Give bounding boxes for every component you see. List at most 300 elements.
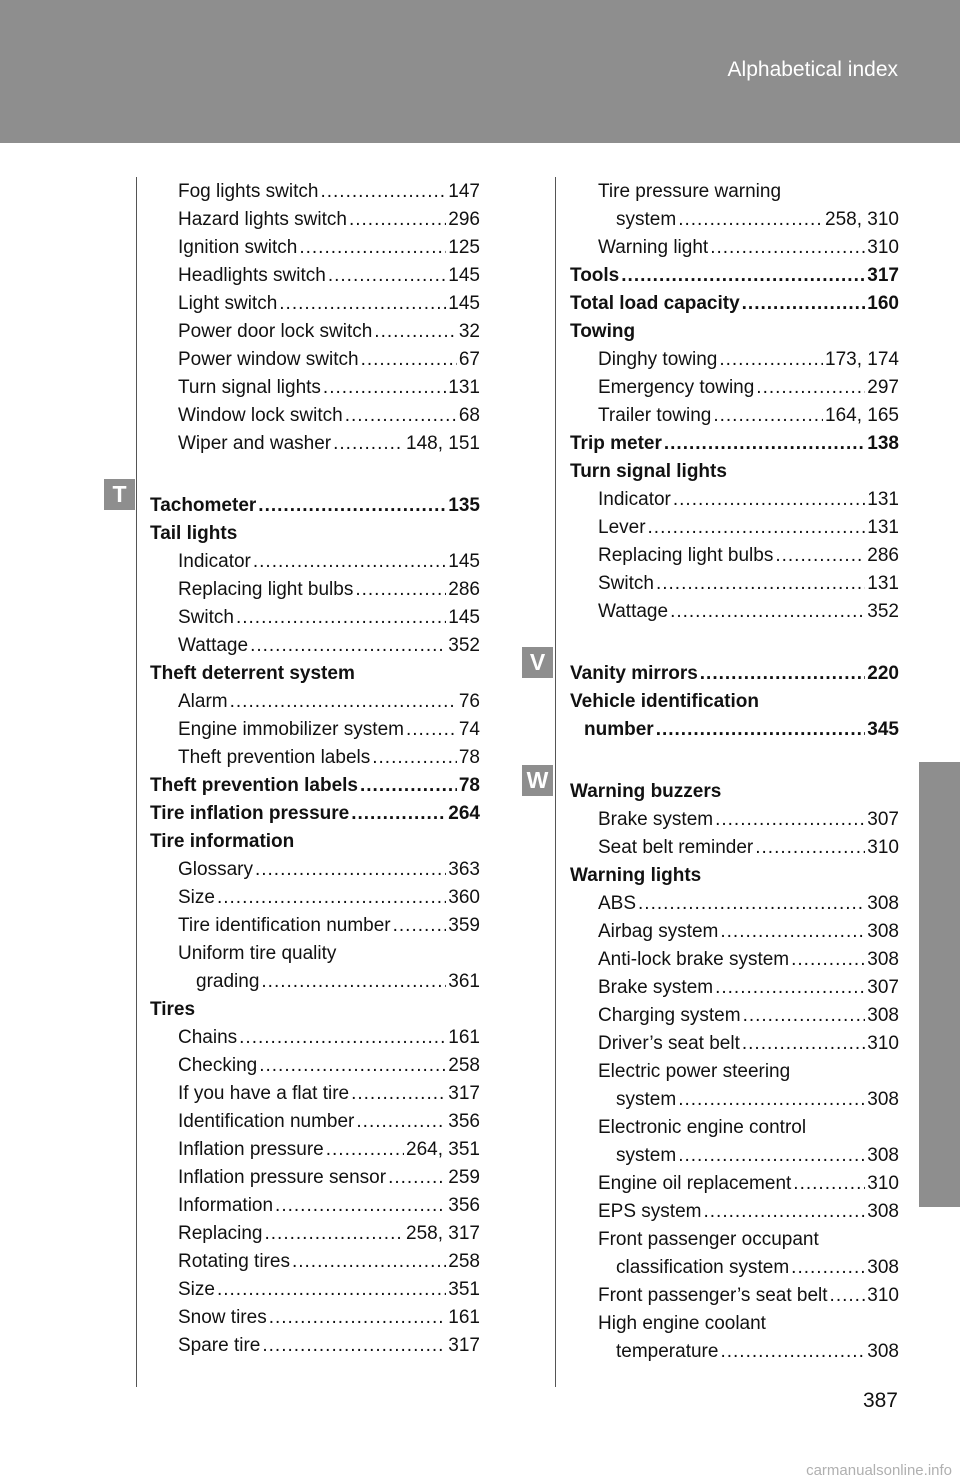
entry-term: Information [178, 1195, 274, 1216]
entry-term: Switch [178, 607, 234, 628]
dot-leader [351, 1080, 446, 1108]
entry-page: 131 [867, 573, 899, 594]
entry-term: Lever [598, 517, 646, 538]
section-gap [570, 626, 899, 660]
entry-page: 310 [867, 1285, 899, 1306]
index-entry [150, 374, 480, 402]
index-entry [570, 458, 899, 486]
index-entry [570, 346, 899, 374]
entry-term: Engine immobilizer system [178, 719, 404, 740]
index-entry [150, 1332, 480, 1360]
entry-term: Window lock switch [178, 405, 343, 426]
section-gap [150, 458, 480, 492]
entry-term: number [584, 719, 654, 740]
index-entry [150, 576, 480, 604]
entry-page: 74 [458, 719, 480, 740]
index-entry [570, 862, 899, 890]
dot-leader [261, 968, 446, 996]
dot-leader [345, 402, 457, 430]
dot-leader [720, 1338, 865, 1366]
entry-page: 307 [867, 809, 899, 830]
index-entry [570, 1254, 899, 1282]
entry-term: Theft prevention labels [178, 747, 371, 768]
entry-page: 78 [458, 775, 480, 796]
index-entry [570, 946, 899, 974]
entry-term: Alarm [178, 691, 228, 712]
entry-page: 356 [448, 1111, 480, 1132]
entry-term: Tire identification number [178, 915, 391, 936]
index-entry [570, 430, 899, 458]
index-entry [570, 778, 899, 806]
index-entry [570, 1226, 899, 1254]
dot-leader [236, 604, 446, 632]
entry-term: Towing [570, 321, 636, 342]
entry-page: 131 [867, 489, 899, 510]
index-entry [150, 1248, 480, 1276]
entry-term: Warning light [598, 237, 709, 258]
index-entry [570, 598, 899, 626]
dot-leader [715, 806, 865, 834]
dot-leader [719, 346, 823, 374]
entry-page: 78 [458, 747, 480, 768]
index-entry [150, 1304, 480, 1332]
index-entry [570, 660, 899, 688]
entry-page: 359 [448, 915, 480, 936]
dot-leader [374, 318, 457, 346]
index-entry [570, 262, 899, 290]
index-entry [150, 290, 480, 318]
dot-leader [830, 1282, 866, 1310]
index-entry [150, 318, 480, 346]
index-entry [150, 912, 480, 940]
dot-leader [670, 598, 865, 626]
dot-leader [638, 890, 865, 918]
dot-leader [793, 1170, 865, 1198]
dot-leader [648, 514, 866, 542]
index-entry [570, 234, 899, 262]
dot-leader [756, 374, 865, 402]
dot-leader [239, 1024, 446, 1052]
index-entry [570, 890, 899, 918]
dot-leader [742, 290, 866, 318]
index-entry [150, 1024, 480, 1052]
dot-leader [361, 346, 457, 374]
entry-term: Switch [598, 573, 654, 594]
index-entry [570, 1282, 899, 1310]
entry-term: Total load capacity [570, 293, 740, 314]
dot-leader [356, 1108, 446, 1136]
entry-term: Tire pressure warning [598, 181, 782, 202]
dot-leader [678, 206, 823, 234]
index-entry [570, 1030, 899, 1058]
entry-page: 145 [448, 265, 480, 286]
entry-page: 352 [448, 635, 480, 656]
entry-page: 363 [448, 859, 480, 880]
dot-leader [388, 1164, 446, 1192]
dot-leader [349, 206, 446, 234]
index-entry [150, 688, 480, 716]
entry-page: 161 [448, 1027, 480, 1048]
index-entry [150, 234, 480, 262]
entry-term: system [616, 209, 677, 230]
entry-page: 317 [867, 265, 899, 286]
dot-leader [755, 834, 865, 862]
entry-page: 76 [458, 691, 480, 712]
entry-page: 356 [448, 1195, 480, 1216]
entry-term: Trip meter [570, 433, 662, 454]
entry-page: 173, 174 [825, 349, 899, 370]
index-entry [570, 1310, 899, 1338]
entry-page: 131 [448, 377, 480, 398]
index-entry [150, 772, 480, 800]
dot-leader [258, 492, 446, 520]
index-entry [570, 206, 899, 234]
index-entry [570, 178, 899, 206]
dot-leader [621, 262, 865, 290]
index-entry [150, 1220, 480, 1248]
entry-term: Snow tires [178, 1307, 267, 1328]
entry-page: 125 [448, 237, 480, 258]
entry-term: Electric power steering [598, 1061, 791, 1082]
dot-leader [673, 486, 865, 514]
dot-leader [791, 1254, 865, 1282]
index-entry [150, 262, 480, 290]
entry-page: 286 [867, 545, 899, 566]
entry-page: 259 [448, 1167, 480, 1188]
entry-term: Engine oil replacement [598, 1173, 792, 1194]
dot-leader [253, 548, 446, 576]
entry-page: 310 [867, 1033, 899, 1054]
dot-leader [299, 234, 446, 262]
index-entry [570, 1198, 899, 1226]
dot-leader [664, 430, 865, 458]
index-entry [150, 346, 480, 374]
entry-page: 351 [448, 1279, 480, 1300]
dot-leader [700, 660, 866, 688]
entry-term: Tire information [150, 831, 295, 852]
entry-page: 131 [867, 517, 899, 538]
entry-page: 308 [867, 949, 899, 970]
dot-leader [678, 1142, 865, 1170]
column-divider-left [136, 177, 137, 1387]
dot-leader [742, 1030, 865, 1058]
entry-term: Light switch [178, 293, 278, 314]
entry-page: 145 [448, 607, 480, 628]
entry-term: Wattage [178, 635, 249, 656]
entry-term: Turn signal lights [178, 377, 321, 398]
index-entry [150, 660, 480, 688]
entry-term: Trailer towing [598, 405, 712, 426]
entry-term: Rotating tires [178, 1251, 290, 1272]
entry-term: Anti-lock brake system [598, 949, 790, 970]
entry-page: 286 [448, 579, 480, 600]
dot-leader [259, 1052, 446, 1080]
entry-term: system [616, 1089, 677, 1110]
index-entry [150, 856, 480, 884]
entry-term: Theft deterrent system [150, 663, 355, 684]
entry-page: 258 [448, 1251, 480, 1272]
entry-page: 296 [448, 209, 480, 230]
entry-page: 308 [867, 1341, 899, 1362]
entry-term: Size [178, 887, 215, 908]
dot-leader [265, 1220, 405, 1248]
entry-term: Seat belt reminder [598, 837, 754, 858]
entry-term: High engine coolant [598, 1313, 766, 1334]
entry-term: Uniform tire quality [178, 943, 337, 964]
entry-page: 310 [867, 837, 899, 858]
index-entry [570, 716, 899, 744]
entry-page: 317 [448, 1083, 480, 1104]
index-entry [150, 604, 480, 632]
entry-term: Tools [570, 265, 620, 286]
entry-term: If you have a flat tire [178, 1083, 350, 1104]
entry-page: 67 [458, 349, 480, 370]
entry-term: Tires [150, 999, 196, 1020]
entry-page: 310 [867, 1173, 899, 1194]
dot-leader [656, 570, 865, 598]
index-entry [150, 430, 480, 458]
entry-term: Indicator [178, 551, 251, 572]
index-entry [570, 514, 899, 542]
entry-page: 352 [867, 601, 899, 622]
entry-term: temperature [616, 1341, 719, 1362]
index-entry [150, 968, 480, 996]
index-entry [150, 1164, 480, 1192]
index-entry [570, 374, 899, 402]
entry-page: 160 [867, 293, 899, 314]
dot-leader [292, 1248, 446, 1276]
index-column-right [570, 178, 899, 1366]
dot-leader [323, 374, 446, 402]
entry-term: Tachometer [150, 495, 257, 516]
column-divider-right [555, 177, 556, 1387]
entry-page: 317 [448, 1335, 480, 1356]
dot-leader [372, 744, 457, 772]
dot-leader [360, 772, 457, 800]
entry-term: grading [196, 971, 260, 992]
index-entry [570, 486, 899, 514]
index-entry [570, 402, 899, 430]
dot-leader [262, 1332, 446, 1360]
entry-term: ABS [598, 893, 637, 914]
section-letter-w: W [522, 765, 553, 796]
dot-leader [720, 918, 865, 946]
entry-page: 308 [867, 1145, 899, 1166]
index-entry [150, 884, 480, 912]
entry-page: 220 [867, 663, 899, 684]
index-column-left [150, 178, 480, 1360]
entry-page: 138 [867, 433, 899, 454]
section-letter-t: T [104, 479, 135, 510]
entry-term: Front passenger occupant [598, 1229, 819, 1250]
entry-page: 308 [867, 1089, 899, 1110]
dot-leader [269, 1304, 447, 1332]
entry-term: Turn signal lights [570, 461, 727, 482]
dot-leader [656, 716, 866, 744]
entry-page: 345 [867, 719, 899, 740]
entry-page: 360 [448, 887, 480, 908]
entry-page: 161 [448, 1307, 480, 1328]
entry-term: Replacing light bulbs [178, 579, 354, 600]
dot-leader [393, 912, 447, 940]
entry-term: Theft prevention labels [150, 775, 358, 796]
section-letter-v: V [522, 647, 553, 678]
entry-page: 264, 351 [406, 1139, 480, 1160]
index-entry [150, 1136, 480, 1164]
entry-page: 258 [448, 1055, 480, 1076]
entry-page: 310 [867, 237, 899, 258]
index-entry [570, 688, 899, 716]
entry-page: 308 [867, 1005, 899, 1026]
index-entry [150, 492, 480, 520]
entry-term: Brake system [598, 809, 714, 830]
index-entry [570, 1114, 899, 1142]
entry-page: 135 [448, 495, 480, 516]
entry-page: 164, 165 [825, 405, 899, 426]
index-entry [570, 974, 899, 1002]
header-title: Alphabetical index [727, 58, 898, 81]
entry-term: Wattage [598, 601, 669, 622]
entry-page: 308 [867, 1257, 899, 1278]
page-number: 387 [862, 1389, 898, 1412]
dot-leader [279, 290, 446, 318]
entry-page: 307 [867, 977, 899, 998]
entry-term: Brake system [598, 977, 714, 998]
entry-term: Vehicle identification [570, 691, 759, 712]
entry-term: Spare tire [178, 1335, 261, 1356]
entry-term: Headlights switch [178, 265, 326, 286]
entry-term: Tail lights [150, 523, 238, 544]
dot-leader [255, 856, 446, 884]
entry-term: Size [178, 1279, 215, 1300]
index-entry [150, 744, 480, 772]
index-entry [150, 828, 480, 856]
entry-term: Identification number [178, 1111, 355, 1132]
entry-page: 264 [448, 803, 480, 824]
index-entry [150, 1108, 480, 1136]
index-entry [570, 918, 899, 946]
index-entry [570, 1170, 899, 1198]
index-entry [570, 318, 899, 346]
entry-page: 145 [448, 293, 480, 314]
index-entry [150, 716, 480, 744]
entry-term: Inflation pressure [178, 1139, 324, 1160]
entry-term: EPS system [598, 1201, 702, 1222]
entry-term: Warning buzzers [570, 781, 722, 802]
entry-page: 148, 151 [406, 433, 480, 454]
dot-leader [351, 800, 446, 828]
dot-leader [710, 234, 865, 262]
entry-page: 308 [867, 1201, 899, 1222]
entry-term: Inflation pressure sensor [178, 1167, 387, 1188]
index-entry [570, 1058, 899, 1086]
entry-term: Emergency towing [598, 377, 755, 398]
entry-page: 308 [867, 893, 899, 914]
entry-term: Checking [178, 1055, 258, 1076]
index-entry [150, 1276, 480, 1304]
dot-leader [230, 688, 457, 716]
index-entry [570, 570, 899, 598]
dot-leader [217, 884, 446, 912]
entry-page: 258, 317 [406, 1223, 480, 1244]
entry-term: Power door lock switch [178, 321, 373, 342]
dot-leader [713, 402, 823, 430]
index-entry [150, 996, 480, 1024]
entry-term: Electronic engine control [598, 1117, 807, 1138]
index-entry [570, 1338, 899, 1366]
page-header [0, 0, 960, 143]
index-entry [150, 632, 480, 660]
dot-leader [775, 542, 865, 570]
entry-term: Airbag system [598, 921, 719, 942]
entry-term: Front passenger’s seat belt [598, 1285, 828, 1306]
index-entry [570, 1086, 899, 1114]
dot-leader [328, 262, 446, 290]
dot-leader [217, 1276, 446, 1304]
entry-term: Warning lights [570, 865, 702, 886]
entry-term: Ignition switch [178, 237, 298, 258]
index-entry [150, 800, 480, 828]
index-entry [150, 520, 480, 548]
index-entry [150, 1192, 480, 1220]
entry-page: 361 [448, 971, 480, 992]
index-entry [570, 542, 899, 570]
entry-term: Driver’s seat belt [598, 1033, 740, 1054]
entry-term: system [616, 1145, 677, 1166]
entry-term: Indicator [598, 489, 671, 510]
entry-term: Charging system [598, 1005, 741, 1026]
entry-page: 297 [867, 377, 899, 398]
dot-leader [743, 1002, 866, 1030]
entry-term: classification system [616, 1257, 790, 1278]
index-entry [150, 206, 480, 234]
entry-term: Tire inflation pressure [150, 803, 350, 824]
entry-page: 32 [458, 321, 480, 342]
entry-page: 258, 310 [825, 209, 899, 230]
entry-term: Replacing light bulbs [598, 545, 774, 566]
entry-page: 68 [458, 405, 480, 426]
index-entry [150, 940, 480, 968]
dot-leader [703, 1198, 865, 1226]
index-entry [150, 402, 480, 430]
index-entry [150, 178, 480, 206]
section-gap [570, 744, 899, 778]
index-entry [570, 290, 899, 318]
entry-term: Vanity mirrors [570, 663, 698, 684]
entry-page: 308 [867, 921, 899, 942]
entry-term: Power window switch [178, 349, 359, 370]
dot-leader [333, 430, 404, 458]
index-entry [570, 806, 899, 834]
section-side-tab [919, 762, 960, 1207]
index-entry [570, 1002, 899, 1030]
dot-leader [320, 178, 446, 206]
index-entry [570, 1142, 899, 1170]
index-entry [150, 1080, 480, 1108]
dot-leader [250, 632, 446, 660]
dot-leader [355, 576, 446, 604]
dot-leader [326, 1136, 404, 1164]
entry-term: Dinghy towing [598, 349, 718, 370]
entry-page: 145 [448, 551, 480, 572]
entry-term: Glossary [178, 859, 253, 880]
entry-term: Fog lights switch [178, 181, 319, 202]
dot-leader [678, 1086, 865, 1114]
entry-term: Wiper and washer [178, 433, 332, 454]
dot-leader [406, 716, 457, 744]
entry-term: Hazard lights switch [178, 209, 347, 230]
entry-term: Chains [178, 1027, 238, 1048]
